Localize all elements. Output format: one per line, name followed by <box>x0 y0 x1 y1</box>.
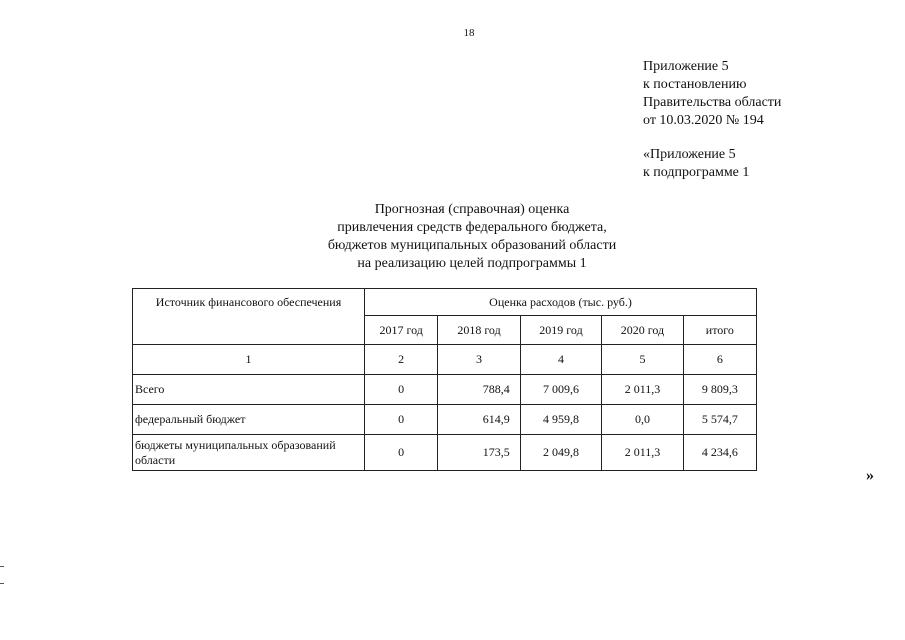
year-header: 2018 год <box>438 316 521 345</box>
cell-value: 0 <box>365 435 438 471</box>
year-header: 2019 год <box>520 316 601 345</box>
row-label: Всего <box>133 375 365 405</box>
cell-value: 4 234,6 <box>683 435 756 471</box>
cell-value: 0 <box>365 375 438 405</box>
column-index: 3 <box>438 345 521 375</box>
year-header: 2017 год <box>365 316 438 345</box>
cell-value: 2 011,3 <box>602 375 683 405</box>
closing-quote: » <box>866 467 874 484</box>
cell-value: 9 809,3 <box>683 375 756 405</box>
column-index: 6 <box>683 345 756 375</box>
appendix-reference <box>643 58 781 130</box>
estimate-header: Оценка расходов (тыс. руб.) <box>365 289 757 316</box>
table-row <box>133 405 757 435</box>
appendix-line: Приложение 5 <box>643 59 729 74</box>
cell-value: 7 009,6 <box>520 375 601 405</box>
page-number: 18 <box>463 27 475 39</box>
document-title <box>250 201 694 273</box>
source-header: Источник финансового обеспечения <box>133 289 365 345</box>
table-index-row <box>133 345 757 375</box>
appendix-line: Правительства области <box>643 95 782 110</box>
sub-appendix-line: «Приложение 5 <box>643 147 736 162</box>
cell-value: 0 <box>365 405 438 435</box>
sub-appendix-line: к подпрограмме 1 <box>643 165 750 180</box>
title-line: привлечения средств федерального бюджета, <box>337 220 607 235</box>
cell-value: 2 011,3 <box>602 435 683 471</box>
cell-value: 5 574,7 <box>683 405 756 435</box>
table-row <box>133 375 757 405</box>
scan-margin-mark <box>0 566 4 567</box>
year-header: 2020 год <box>602 316 683 345</box>
total-header: итого <box>683 316 756 345</box>
title-line: Прогнозная (справочная) оценка <box>374 202 570 217</box>
title-line: на реализацию целей подпрограммы 1 <box>357 256 587 271</box>
row-label: бюджеты муниципальных образований области <box>133 435 365 471</box>
cell-value: 173,5 <box>438 435 521 471</box>
financing-table <box>132 288 757 471</box>
cell-value: 4 959,8 <box>520 405 601 435</box>
cell-value: 2 049,8 <box>520 435 601 471</box>
appendix-line: к постановлению <box>643 77 747 92</box>
table-row <box>133 435 757 471</box>
table-header-row <box>133 289 757 316</box>
column-index: 1 <box>133 345 365 375</box>
scan-margin-mark <box>0 583 4 584</box>
cell-value: 0,0 <box>602 405 683 435</box>
column-index: 2 <box>365 345 438 375</box>
appendix-line: от 10.03.2020 № 194 <box>643 113 764 128</box>
sub-appendix-reference <box>643 146 749 182</box>
row-label: федеральный бюджет <box>133 405 365 435</box>
title-line: бюджетов муниципальных образований области <box>327 238 617 253</box>
column-index: 4 <box>520 345 601 375</box>
cell-value: 788,4 <box>438 375 521 405</box>
cell-value: 614,9 <box>438 405 521 435</box>
column-index: 5 <box>602 345 683 375</box>
